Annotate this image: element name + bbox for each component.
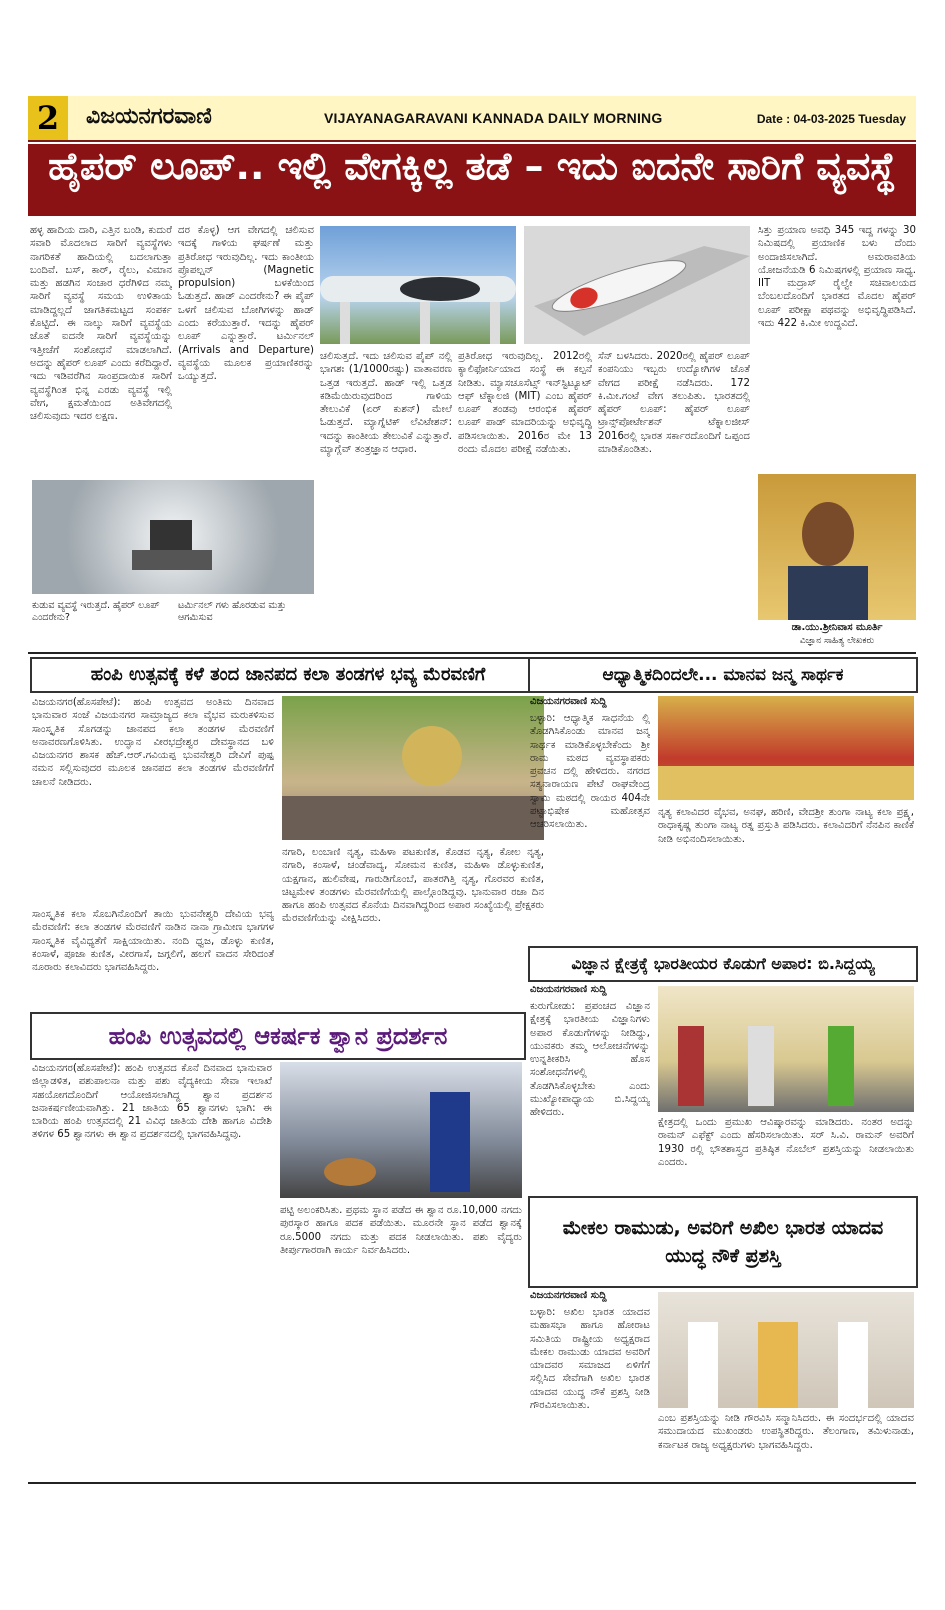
folk-procession-headline-box (30, 657, 546, 693)
dog-show-headline-box (30, 1012, 526, 1060)
section-divider (28, 652, 916, 654)
dog-show-image (280, 1062, 522, 1198)
spirituality-headline-box (528, 657, 918, 693)
paper-date: Date : 04-03-2025 Tuesday (756, 112, 906, 126)
hyperloop-pod-cutaway-image (524, 226, 750, 344)
folk-procession-headline: ಹಂಪಿ ಉತ್ಸವಕ್ಕೆ ಕಳೆ ತಂದ ಜಾನಪದ ಕಲಾ ತಂಡಗಳ ಭವ್ಯ ಮೆರವಣಿಗೆ (90, 664, 486, 685)
lead-column-1: ಹಳ್ಳ ಹಾದಿಯ ದಾರಿ, ಎತ್ತಿನ ಬಂಡಿ, ಕುದುರೆ ಸವಾರಿ ಮೊದಲಾದ ಸಾರಿಗೆ ವ್ಯವಸ್ಥೆಗಳು ನಾಗರಿಕತೆ ಹಾದಿಯಲ್ಲಿ ಬದಲಾಗುತ್ತಾ ಬಂದಿವೆ. ಬಸ್, ಕಾರ್, ರೈಲು, ವಿಮಾನ ಮತ್ತು ಹಡಗಿನ ಸಂಚಾರ ಧರೆಗಿಳಿದ ನಮ್ಮ ಸಾರಿಗೆ ವ್ಯವಸ್ಥೆ ಸಮಯ ಉಳಿತಾಯ ಮಾಡಿದ್ದಲ್ಲದೆ ಜಾಗತಿಕಮಟ್ಟದ ಸಂಪರ್ಕ ಕೊಟ್ಟಿದೆ. ಈ ನಾಲ್ಕು ಸಾರಿಗೆ ವ್ಯವಸ್ಥೆಯ ಜೊತೆ ಐದನೇ ಸಾರಿಗೆ ವ್ಯವಸ್ಥೆಯನ್ನು ಇತ್ತೀಚೆಗೆ ಸಂಶೋಧನೆ ಮಾಡಲಾಗಿದೆ. ಅದನ್ನು ಹೈಪರ್ ಲೂಪ್ ಎಂದು ಕರೆದಿದ್ದಾರೆ. ಇದು ಇಡಿವರೆಗಿನ ಸಾಂಪ್ರದಾಯಿಕ ಸಾರಿಗೆ ವ್ಯವಸ್ಥೆಗಿಂತ ಭಿನ್ನ ಎರಡು ವ್ಯವಸ್ಥೆ ಇಲ್ಲಿ ವೇಗ, ಕ್ಷಮತೆಯಿಂದ ಅತಿವೇಗದಲ್ಲಿ ಚಲಿಸುವುದು ಇದರ ಲಕ್ಷಣ. (30, 225, 172, 423)
science-paragraph-2: ಕ್ಷೇತ್ರದಲ್ಲಿ ಒಂದು ಪ್ರಮುಖ ಆವಿಷ್ಕಾರವನ್ನು ಮಾಡಿದರು. ನಂತರ ಅದನ್ನು ರಾಮನ್ ಎಫೆಕ್ಟ್ ಎಂದು ಹೆಸರಿಸಲಾಯಿತು. ಸರ್ ಸಿ.ವಿ. ರಾಮನ್ ಅವರಿಗೆ 1930 ರಲ್ಲಿ ಭೌತಶಾಸ್ತ್ರದ ಪ್ರತಿಷ್ಠಿತ ನೊಬೆಲ್ ಪ್ರಶಸ್ತಿಯನ್ನು ನೀಡಲಾಯಿತು ಎಂದರು. (658, 1117, 914, 1168)
author-photo (758, 474, 916, 620)
spirituality-group-image (658, 696, 914, 800)
folk-procession-image (282, 696, 544, 840)
bottom-rule (28, 1482, 916, 1484)
folk-paragraph-2: ಸಾಂಸ್ಕೃತಿಕ ಕಲಾ ಸೊಬಗಿನೊಂದಿಗೆ ತಾಯಿ ಭುವನೇಶ್ವರಿ ದೇವಿಯ ಭವ್ಯ ಮೆರವಣಿಗೆ: ಕಲಾ ತಂಡಗಳ ಮೆರವಣಿಗೆ ನಾಡಿನ ನಾನಾ ಗ್ರಾಮೀಣ ಭಾಗಗಳ ಸಾಂಸ್ಕೃತಿಕ ವೈವಿಧ್ಯತೆಗೆ ಸಾಕ್ಷಿಯಾಯಿತು. ನಂದಿ ಧ್ವಜ, ಡೊಳ್ಳು ಕುಣಿತ, ಕಂಸಾಳೆ, ಪೂಜಾ ಕುಣಿತ, ವೀರಗಾಸೆ, ಜಗ್ಗಲಿಗೆ, ಹಲಗೆ ವಾದನ ಸೇರಿದಂತೆ ನೂರಾರು ಕಲಾವಿದರು ಭಾಗವಹಿಸಿದ್ದರು. (32, 909, 274, 974)
author-name: ಡಾ.ಯು.ಶ್ರೀನಿವಾಸ ಮೂರ್ತಿ (791, 622, 883, 633)
science-dateline: ವಿಜಯನಗರವಾಣಿ ಸುದ್ದಿ (530, 984, 607, 995)
lead-column-2: ದರ ಕೊಳ್ಳ) ಆಗ ವೇಗದಲ್ಲಿ ಚಲಿಸುವ ಇದಕ್ಕೆ ಗಾಳಿಯ ಘರ್ಷಣೆ ಮತ್ತು ಪ್ರತಿರೋಧ ಇರುವುದಿಲ್ಲ. ಇದು ಕಾಂತೀಯ ಪ್ರೊಪಲ್ಷನ್ (Magnetic propulsion) ಬಳಕೆಯಿಂದ ಓಡುತ್ತದೆ. ಹಾಡ್ ಎಂದರೇನು? ಈ ಪೈಪ್ ಒಳಗೆ ಚಲಿಸುವ ಬೋಗಿಗಳನ್ನು ಹಾಡ್ ಎಂದು ಕರೆಯುತ್ತಾರೆ. ಇದನ್ನು ಹೈಪರ್ ಲೂಪ್ ಎನ್ನುತ್ತಾರೆ. ಟರ್ಮಿನಲ್ (Arrivals and Departure) ವ್ಯವಸ್ಥೆಯ ಮೂಲಕ ಪ್ರಯಾಣಿಕರನ್ನು ಒಯ್ಯುತ್ತದೆ. (178, 225, 314, 383)
spirituality-paragraph-2: ನೃತ್ಯ ಕಲಾವಿದರ ವೈಭವ, ಅನಘ, ಹರಿಣಿ, ವೇದಶ್ರೀ ತುಂಗಾ ನಾಟ್ಯ ಕಲಾ ಪ್ರಕ್ಷ್ಯ, ರಾಧಾಕೃಷ್ಣ ತುಂಗಾ ನಾಟ್ಯ ರತ್ನ ಪ್ರಸ್ತುತಿ ಪಡಿಸಿದರು. ಕಲಾವಿದರಿಗೆ ನೆನಪಿನ ಕಾಣಿಕೆ ನೀಡಿ ಅಭಿನಂದಿಸಲಾಯಿತು. (658, 807, 914, 845)
folk-paragraph-1: ವಿಜಯನಗರ(ಹೊಸಪೇಟೆ): ಹಂಪಿ ಉತ್ಸವದ ಅಂತಿಮ ದಿನವಾದ ಭಾನುವಾರ ಸಂಜೆ ವಿಜಯನಗರ ಸಾಮ್ರಾಜ್ಯದ ಕಲಾ ವೈಭವ ಮರುಕಳಿಸುವ ಸಾಂಸ್ಕೃತಿಕ ಸೊಗಡನ್ನು ಜಾನಪದ ಕಲಾ ತಂಡಗಳ ಮೆರವಣಿಗೆ ಅನಾವರಣಗೊಳಿಸಿತು. ಉದ್ಘಾನ ವೀರಭದ್ರೇಶ್ವರ ದೇವಸ್ಥಾನದ ಬಳಿ ವಿಜಯನಗರ ಶಾಸಕ ಹೆಚ್.ಆರ್.ಗವಿಯಪ್ಪ ಭುವನೇಶ್ವರಿ ದೇವಿಗೆ ಪುಷ್ಪ ನಮನ ಸಲ್ಲಿಸುವುದರ ಮೂಲಕ ಜಾನಪದ ಕಲಾ ತಂಡಗಳ ಮೆರವಣಿಗೆಗೆ ಚಾಲನೆ ನೀಡಿದರು. (32, 697, 274, 788)
lead-caption-2: ಟರ್ಮಿನಲ್ ಗಳು ಹೊರಡುವ ಮತ್ತು ಆಗಮಿಸುವ (178, 600, 287, 623)
lead-headline: ಹೈಪರ್ ಲೂಪ್.. ಇಲ್ಲಿ ವೇಗಕ್ಕಿಲ್ಲ ತಡೆ – ಇದು ಐದನೇ ಸಾರಿಗೆ ವ್ಯವಸ್ಥೆ (48, 144, 896, 188)
paper-name-kannada: ವಿಜಯನಗರವಾಣಿ (86, 103, 212, 129)
lead-column-5: ಸೆನ್ ಬಳಸಿದರು. 2020ರಲ್ಲಿ ಹೈಪರ್ ಲೂಪ್ ಕಂಪನಿಯು ಇಬ್ಬರು ಉದ್ಯೋಗಿಗಳ ಜೊತೆ ವೇಗದ ಪರೀಕ್ಷೆ ನಡೆಸಿದರು. 172 ಕಿ.ಮೀ.ಗಂಟೆ ವೇಗ ತಲುಪಿತು. ಭಾರತದಲ್ಲಿ ಹೈಪರ್ ಲೂಪ್: ಹೈಪರ್ ಲೂಪ್ ಟ್ರಾನ್ಸ್‌ಪೋರ್ಟೇಶನ್ ಟೆಕ್ನಾಲಜೀಸ್ 2016ರಲ್ಲಿ ಭಾರತ ಸರ್ಕಾರದೊಂದಿಗೆ ಒಪ್ಪಂದ ಮಾಡಿಕೊಂಡಿತು. (598, 351, 750, 456)
lead-column-6: ಸಿತ್ತು ಪ್ರಯಾಣ ಅವಧಿ 345 ಇದ್ದ ಗಳನ್ನು 30 ನಿಮಿಷದಲ್ಲಿ ಪ್ರಯಾಣಿಕ ಬಳು ದೆಂದು ಅಂದಾಜಿಸಲಾಗಿದೆ. ಅಮರಾವತಿಯ ಯೋಜನೆಯಡಿ 6 ನಿಮಿಷಗಳಲ್ಲಿ ಪ್ರಯಾಣ ಸಾಧ್ಯ. IIT ಮದ್ರಾಸ್ ರೈಲ್ವೇ ಸಚಿವಾಲಯದ ಬೆಂಬಲದೊಂದಿಗೆ ಭಾರತದ ಮೊದಲ ಹೈಪರ್ ಲೂಪ್ ಪರೀಕ್ಷಾ ಪಥವನ್ನು ಅಭಿವೃದ್ಧಿಪಡಿಸಿದೆ. ಇದು 422 ಕಿ.ಮೀ ಉದ್ದವಿದೆ. (758, 225, 916, 330)
masthead (28, 96, 916, 142)
author-role: ವಿಜ್ಞಾನ ಸಾಹಿತ್ಯ ಲೇಖಕರು (799, 636, 875, 646)
page-number: 2 (28, 96, 68, 140)
hyperloop-tunnel-image (32, 480, 314, 594)
science-headline-box (528, 946, 918, 982)
spirituality-dateline: ವಿಜಯನಗರವಾಣಿ ಸುದ್ದಿ (530, 696, 607, 707)
science-event-image (658, 986, 914, 1112)
mekala-dateline: ವಿಜಯನಗರವಾಣಿ ಸುದ್ದಿ (530, 1290, 607, 1301)
paper-name-english: VIJAYANAGARAVANI KANNADA DAILY MORNING (324, 110, 663, 126)
dog-show-paragraph-1: ವಿಜಯನಗರ(ಹೊಸಪೇಟೆ): ಹಂಪಿ ಉತ್ಸವದ ಕೊನೆ ದಿನವಾದ ಭಾನುವಾರ ಜಿಲ್ಲಾಡಳಿತ, ಪಶುಪಾಲನಾ ಮತ್ತು ಪಶು ವೈದ್ಯಕೀಯ ಸೇವಾ ಇಲಾಖೆ ಸಹಯೋಗದೊಂದಿಗೆ ಆಯೋಜಿಸಲಾಗಿದ್ದ ಶ್ವಾನ ಪ್ರದರ್ಶನ ಜನಾಕರ್ಷಣೀಯವಾಗಿತ್ತು. 21 ಜಾತಿಯ 65 ಶ್ವಾನಗಳು ಭಾಗಿ: ಈ ಬಾರಿಯ ಹಂಪಿ ಉತ್ಸವದಲ್ಲಿ 21 ವಿವಿಧ ಜಾತಿಯ ದೇಶಿ ಹಾಗೂ ವಿದೇಶಿ ತಳಿಗಳ 65 ಶ್ವಾನಗಳು ಈ ಶ್ವಾನ ಪ್ರದರ್ಶನದಲ್ಲಿ ಭಾಗವಹಿಸಿದ್ದವು. (32, 1063, 272, 1141)
science-paragraph-1: ಕುರುಗೋಡು: ಪ್ರಪಂಚದ ವಿಜ್ಞಾನ ಕ್ಷೇತ್ರಕ್ಕೆ ಭಾರತೀಯ ವಿಜ್ಞಾನಿಗಳು ಅಪಾರ ಕೊಡುಗೆಗಳನ್ನು ನೀಡಿದ್ದು, ಯುವಕರು ತಮ್ಮ ಆಲೋಚನೆಗಳನ್ನು ಉನ್ನತೀಕರಿಸಿ ಹೊಸ ಸಂಶೋಧನೆಗಳಲ್ಲಿ ತೊಡಗಿಸಿಕೊಳ್ಳಬೇಕು ಎಂದು ಮುಖ್ಯೋಪಾಧ್ಯಾಯ ಬಿ.ಸಿದ್ದಯ್ಯ ಹೇಳಿದರು. (530, 1001, 650, 1119)
dog-show-headline: ಹಂಪಿ ಉತ್ಸವದಲ್ಲಿ ಆಕರ್ಷಕ ಶ್ವಾನ ಪ್ರದರ್ಶನ (108, 1022, 448, 1050)
dog-show-paragraph-2: ಪಟ್ಟಿ ಅಲಂಕರಿಸಿತು. ಪ್ರಥಮ ಸ್ಥಾನ ಪಡೆದ ಈ ಶ್ವಾನ ರೂ.10,000 ನಗದು ಪುರಸ್ಕಾರ ಹಾಗೂ ಪದಕ ಪಡೆಯಿತು. ಮೂರನೇ ಸ್ಥಾನ ಪಡೆದ ಶ್ವಾನಕ್ಕೆ ರೂ.5000 ನಗದು ಮತ್ತು ಪದಕ ನೀಡಲಾಯಿತು. ಪಶು ವೈದ್ಯರು ತೀರ್ಪುಗಾರರಾಗಿ ಕಾರ್ಯ ನಿರ್ವಹಿಸಿದರು. (280, 1205, 522, 1256)
mekala-paragraph-1: ಬಳ್ಳಾರಿ: ಅಖಿಲ ಭಾರತ ಯಾದವ ಮಹಾಸಭಾ ಹಾಗೂ ಹೋರಾಟ ಸಮಿತಿಯ ರಾಷ್ಟ್ರೀಯ ಅಧ್ಯಕ್ಷರಾದ ಮೇಕಲ ರಾಮುಡು ಯಾದವ ಅವರಿಗೆ ಯಾದವರ ಸಮಾಜದ ಏಳಿಗೆಗೆ ಸಲ್ಲಿಸಿದ ಸೇವೆಗಾಗಿ ಅಖಿಲ ಭಾರತ ಯಾದವ ಯುದ್ಧ ನೌಕೆ ಪ್ರಶಸ್ತಿ ನೀಡಿ ಗೌರವಿಸಲಾಯಿತು. (530, 1307, 650, 1412)
lead-caption-1: ಕುಡುವ ವ್ಯವಸ್ಥೆ ಇರುತ್ತದೆ. ಹೈಪರ್ ಲೂಪ್ ಎಂದರೇನು? (32, 600, 160, 623)
mekala-award-image (658, 1292, 914, 1408)
mekala-headline: ಮೇಕಲ ರಾಮುಡು, ಅವರಿಗೆ ಅಖಿಲ ಭಾರತ ಯಾದವ ಯುದ್ಧ ನೌಕೆ ಪ್ರಶಸ್ತಿ (562, 1217, 884, 1267)
folk-paragraph-3: ನಗಾರಿ, ಲಂಬಾಣಿ ನೃತ್ಯ, ಮಹಿಳಾ ಪಟಕುಣಿತ, ಕೊಡವ ನೃತ್ಯ, ಕೋಲ ನೃತ್ಯ, ನಗಾರಿ, ಕಂಸಾಳೆ, ಚಂಡೆವಾದ್ಯ, ಸೋಮನ ಕುಣಿತ, ಮಹಿಳಾ ಡೊಳ್ಳುಕುಣಿತ, ಯಕ್ಷಗಾನ, ಹುಲಿವೇಷ, ಗಾರುಡಿಗೊಂಬೆ, ಪಾತರಗಿತ್ತಿ ನೃತ್ಯ, ಗೊರವರ ಕುಣಿತ, ಚಿಟ್ಟಮೇಳ ತಂಡಗಳು ಮೆರವಣಿಗೆಯಲ್ಲಿ ಪಾಲ್ಗೊಂಡಿದ್ದವು. ಭಾನುವಾರ ರಜಾ ದಿನ ಹಾಗೂ ಹಂಪಿ ಉತ್ಸವದ ಕೊನೆಯ ದಿನವಾಗಿದ್ದರಿಂದ ಅಪಾರ ಸಂಖ್ಯೆಯಲ್ಲಿ ಪ್ರೇಕ್ಷಕರು ಮೆರವಣಿಗೆಯನ್ನು ವೀಕ್ಷಿಸಿದರು. (282, 847, 544, 925)
lead-headline-banner (28, 144, 916, 216)
spirituality-headline: ಆಧ್ಯಾತ್ಮಿಕದಿಂದಲೇ... ಮಾನವ ಜನ್ಮ ಸಾರ್ಥಕ (602, 665, 844, 685)
mekala-paragraph-2: ಎಂಬ ಪ್ರಶಸ್ತಿಯನ್ನು ನೀಡಿ ಗೌರವಿಸಿ ಸನ್ಮಾನಿಸಿದರು. ಈ ಸಂದರ್ಭದಲ್ಲಿ ಯಾದವ ಸಮುದಾಯದ ಮುಖಂಡರು ಉಪಸ್ಥಿತರಿದ್ದರು. ತೆಲಂಗಾಣ, ತಮಿಳುನಾಡು, ಕರ್ನಾಟಕ ರಾಜ್ಯ ಅಧ್ಯಕ್ಷರುಗಳು ಭಾಗವಹಿಸಿದ್ದರು. (658, 1413, 914, 1451)
mekala-headline-box (528, 1196, 918, 1288)
lead-column-4: ಪ್ರತಿರೋಧ ಇರುವುದಿಲ್ಲ. 2012ರಲ್ಲಿ ಕ್ಯಾಲಿಫೋರ್ನಿಯಾದ ಸಂಸ್ಥೆ ಈ ಕಲ್ಪನೆ ನೀಡಿತು. ಮ್ಯಾಸಚೂಸೆಟ್ಸ್ ಇನ್‌ಸ್ಟಿಟ್ಯೂಟ್ ಆಫ್ ಟೆಕ್ನಾಲಜಿ (MIT) ಎಂಬ ಹೈಪರ್ ಲೂಪ್ ತಂಡವು ಆರಂಭಿಕ ಹೈಪರ್ ಲೂಪ್ ಪಾಡ್ ಮಾದರಿಯನ್ನು ಅಭಿವೃದ್ಧಿ ಪಡಿಸಲಾಯಿತು. 2016ರ ಮೇ 13 ರಂದು ಮೊದಲ ಪರೀಕ್ಷೆ ನಡೆಯಿತು. (458, 351, 592, 456)
hyperloop-elevated-image (320, 226, 516, 344)
spirituality-paragraph-1: ಬಳ್ಳಾರಿ: ಆಧ್ಯಾತ್ಮಿಕ ಸಾಧನೆಯ ಲ್ಲಿ ತೊಡಗಿಸಿಕೊಂಡು ಮಾನವ ಜನ್ಮ ಸಾರ್ಥಕ ಮಾಡಿಕೊಳ್ಳಬೇಕೆಂದು ಶ್ರೀ ರಾಮ ಮಠದ ವ್ಯವಸ್ಥಾಪಕರು ಪ್ರವಚನ ದಲ್ಲಿ ಹೇಳಿದರು. ನಗರದ ಸತ್ಯನಾರಾಯಣ ಪೇಟೆ ರಾಘವೇಂದ್ರ ಸ್ವಾಮಿ ಮಠದಲ್ಲಿ ರಾಯರ 404ನೇ ಪಟ್ಟಾಭಿಷೇಕ ಮಹೋತ್ಸವ ಆಚರಿಸಲಾಯಿತು. (530, 713, 650, 831)
science-headline: ವಿಜ್ಞಾನ ಕ್ಷೇತ್ರಕ್ಕೆ ಭಾರತೀಯರ ಕೊಡುಗೆ ಅಪಾರ: ಬಿ.ಸಿದ್ದಯ್ಯ (571, 954, 875, 973)
lead-column-3: ಚಲಿಸುತ್ತದೆ. ಇದು ಚಲಿಸುವ ಪೈಪ್ ನಲ್ಲಿ ಭಾಗಶಃ (1/1000ರಷ್ಟು) ವಾತಾವರಣ ಒತ್ತಡ ಇರುತ್ತದೆ. ಹಾಡ್ ಇಲ್ಲಿ ಒತ್ತಡ ಕಡಿಮೆಯಿರುವುದರಿಂದ ಗಾಳಿಯ ತೇಲುವಿಕೆ (ಏರ್ ಕುಶನ್) ಮೇಲೆ ಓಡುತ್ತದೆ. ಮ್ಯಾಗ್ನೆಟಿಕ್ ಲೆವಿಟೇಶನ್: ಇದನ್ನು ಕಾಂತೀಯ ತೇಲುವಿಕೆ ಎನ್ನುತ್ತಾರೆ. ಮ್ಯಾಗ್ಲೆವ್ ತಂತ್ರಜ್ಞಾನ ಆಧಾರ. (320, 351, 452, 456)
